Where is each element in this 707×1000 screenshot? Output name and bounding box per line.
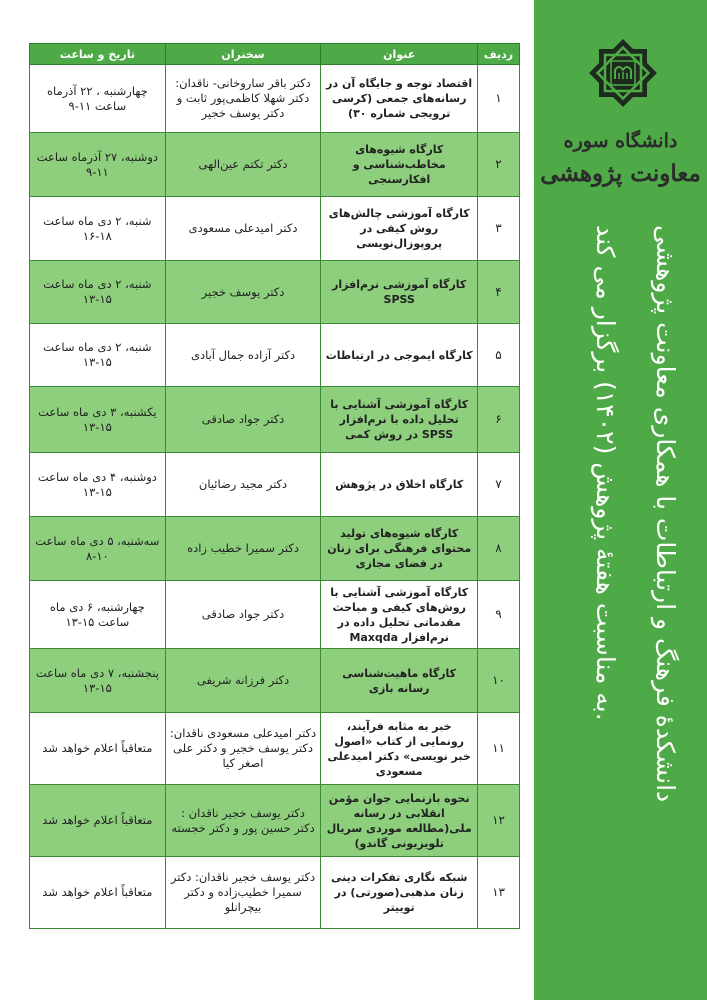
table-row: [30, 517, 520, 581]
event-datetime: چهارشنبه، ۶ دی ماه ساعت ۱۵-۱۳: [30, 581, 166, 649]
row-number: ۳: [478, 197, 520, 261]
event-datetime: دوشنبه، ۴ دی ماه ساعت ۱۵-۱۳: [30, 453, 166, 517]
event-speakers: دکتر یوسف خجیر ناقدان: دکتر سمیرا خطیب‌زاده و دکتر بیچرانلو: [165, 857, 321, 929]
table-row: [30, 857, 520, 929]
event-datetime: متعاقباً اعلام خواهد شد: [30, 785, 166, 857]
event-datetime: شنبه، ۲ دی ماه ساعت ۱۵-۱۳: [30, 324, 166, 387]
row-number: ۸: [478, 517, 520, 581]
sidebar-panel: [534, 0, 707, 1000]
row-number: ۱۲: [478, 785, 520, 857]
header-speakers: سخنران: [165, 44, 321, 65]
header-datetime: تاریخ و ساعت: [30, 44, 166, 65]
row-number: ۵: [478, 324, 520, 387]
event-speakers: دکتر جواد صادقی: [165, 387, 321, 453]
event-datetime: سه‌شنبه، ۵ دی ماه ساعت ۱۰-۸: [30, 517, 166, 581]
event-title: کارگاه آموزشی نرم‌افزار SPSS: [321, 261, 478, 324]
event-speakers: دکتر باقر ساروخانی- ناقدان: دکتر شهلا کاظمی‌پور ثابت و دکتر یوسف خجیر: [165, 65, 321, 133]
event-speakers: دکتر امیدعلی مسعودی ناقدان: دکتر یوسف خجیر و دکتر علی اصغر کیا: [165, 713, 321, 785]
event-speakers: دکتر تکتم عین‌الهی: [165, 133, 321, 197]
table-row: [30, 133, 520, 197]
event-title: اقتصاد توجه و جایگاه آن در رسانه‌های جمعی (کرسی ترویجی شماره ۳۰): [321, 65, 478, 133]
university-name: دانشگاه سوره: [563, 130, 678, 152]
event-speakers: دکتر امیدعلی مسعودی: [165, 197, 321, 261]
event-speakers: دکتر آزاده جمال آبادی: [165, 324, 321, 387]
soore-university-logo-icon: [584, 34, 662, 112]
event-title: خبر به مثابه فرآیند، رونمایی از کتاب «اصول خبر نویسی» دکتر امیدعلی مسعودی: [321, 713, 478, 785]
event-speakers: دکتر یوسف خجیر: [165, 261, 321, 324]
event-title: کارگاه آموزشی چالش‌های روش کیفی در پروپوزال‌نویسی: [321, 197, 478, 261]
row-number: ۷: [478, 453, 520, 517]
event-title: کارگاه شیوه‌های تولید محتوای فرهنگی برای زنان در فضای مجازی: [321, 517, 478, 581]
event-title: کارگاه ایموجی در ارتباطات: [321, 324, 478, 387]
table-header-row: [30, 44, 520, 65]
row-number: ۱۰: [478, 649, 520, 713]
event-title: شبکه نگاری تفکرات دینی زنان مذهبی(صورتی) در توییتر: [321, 857, 478, 929]
row-number: ۴: [478, 261, 520, 324]
row-number: ۲: [478, 133, 520, 197]
row-number: ۱۳: [478, 857, 520, 929]
row-number: ۹: [478, 581, 520, 649]
event-datetime: متعاقباً اعلام خواهد شد: [30, 713, 166, 785]
header-row-number: ردیف: [478, 44, 520, 65]
department-name: معاونت پژوهشی: [540, 160, 701, 187]
announcement-line-2: به مناسبت هفتۀ پژوهش (۱۴۰۲) برگزار می کند.: [591, 225, 620, 721]
event-speakers: دکتر مجید رضائیان: [165, 453, 321, 517]
table-row: [30, 65, 520, 133]
table-row: [30, 649, 520, 713]
event-datetime: متعاقباً اعلام خواهد شد: [30, 857, 166, 929]
schedule-table: [29, 43, 520, 929]
event-speakers: دکتر فرزانه شریفی: [165, 649, 321, 713]
event-datetime: پنجشنبه، ۷ دی ماه ساعت ۱۵-۱۳: [30, 649, 166, 713]
event-title: نحوه بازنمایی جوان مؤمن انقلابی در رسانه ملی(مطالعه موردی سریال تلویزیونی گاندو): [321, 785, 478, 857]
table-row: [30, 261, 520, 324]
event-title: کارگاه آموزشی آشنایی با روش‌های کیفی و مباحث مقدماتی تحلیل داده در نرم‌افزار Maxqda: [321, 581, 478, 649]
table-row: [30, 581, 520, 649]
event-speakers: دکتر جواد صادقی: [165, 581, 321, 649]
event-title: کارگاه آموزشی آشنایی با تحلیل داده با نرم‌افزار SPSS در روش کمی: [321, 387, 478, 453]
table-row: [30, 785, 520, 857]
event-datetime: چهارشنبه ، ۲۲ آذرماه ساعت ۱۱-۹: [30, 65, 166, 133]
header-title: عنوان: [321, 44, 478, 65]
row-number: ۶: [478, 387, 520, 453]
event-title: کارگاه شیوه‌های مخاطب‌شناسی و افکارسنجی: [321, 133, 478, 197]
table-row: [30, 324, 520, 387]
row-number: ۱: [478, 65, 520, 133]
event-datetime: شنبه، ۲ دی ماه ساعت ۱۵-۱۳: [30, 261, 166, 324]
announcement: [557, 225, 707, 985]
table-row: [30, 387, 520, 453]
event-datetime: یکشنبه، ۳ دی ماه ساعت ۱۵-۱۳: [30, 387, 166, 453]
table-row: [30, 453, 520, 517]
event-title: کارگاه ماهیت‌شناسی رسانه بازی: [321, 649, 478, 713]
event-speakers: دکتر سمیرا خطیب زاده: [165, 517, 321, 581]
row-number: ۱۱: [478, 713, 520, 785]
event-datetime: دوشنبه، ۲۷ آذرماه ساعت ۱۱-۹: [30, 133, 166, 197]
announcement-line-1: دانشکدۀ فرهنگ و ارتباطات با همکاری معاونت پژوهشی: [651, 225, 680, 803]
event-title: کارگاه اخلاق در پژوهش: [321, 453, 478, 517]
table-row: [30, 713, 520, 785]
table-row: [30, 197, 520, 261]
event-datetime: شنبه، ۲ دی ماه ساعت ۱۸-۱۶: [30, 197, 166, 261]
event-speakers: دکتر یوسف خجیر ناقدان : دکتر حسین پور و دکتر خجسته: [165, 785, 321, 857]
